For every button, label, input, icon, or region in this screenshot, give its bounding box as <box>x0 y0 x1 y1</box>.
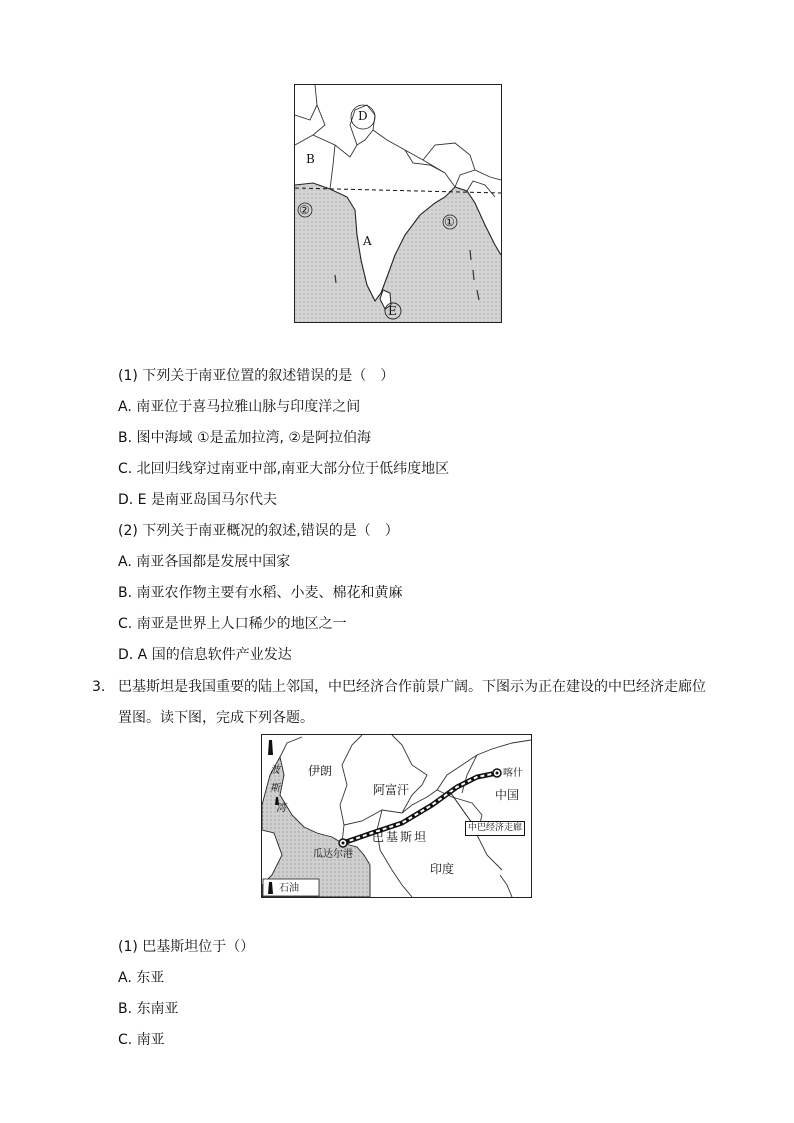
q2-option-a: A. 南亚各国都是发展中国家 <box>118 554 291 570</box>
label-sea-2: ② <box>299 203 310 217</box>
label-india: 印度 <box>430 862 455 876</box>
q1-option-b: B. 图中海域 ①是孟加拉湾, ②是阿拉伯海 <box>118 430 371 446</box>
label-pakistan: 巴基斯坦 <box>372 830 429 844</box>
q3-stem-line1: 巴基斯坦是我国重要的陆上邻国，中巴经济合作前景广阔。下图示为正在建设的中巴经济走廊位 <box>118 679 706 695</box>
label-afghanistan: 阿富汗 <box>373 783 410 797</box>
cpec-map-drawing <box>262 735 531 897</box>
oil-icon <box>268 740 273 755</box>
legend-oil-label: 石油 <box>279 883 299 894</box>
q3-sub1-stem: (1) 巴基斯坦位于（） <box>118 939 255 955</box>
label-a: A <box>363 234 372 248</box>
q3-sub1-option-c: C. 南亚 <box>118 1032 165 1048</box>
label-kashgar: 喀什 <box>503 768 523 779</box>
border-lines <box>295 85 501 197</box>
q2-stem: (2) 下列关于南亚概况的叙述,错误的是（ ） <box>118 523 399 539</box>
q2-option-c: C. 南亚是世界上人口稀少的地区之一 <box>118 616 347 632</box>
q3-sub1-option-a: A. 东亚 <box>118 970 165 986</box>
q1-option-a: A. 南亚位于喜马拉雅山脉与印度洋之间 <box>118 399 361 415</box>
q3-sub1-option-b: B. 东南亚 <box>118 1001 179 1017</box>
q1-option-c: C. 北回归线穿过南亚中部,南亚大部分位于低纬度地区 <box>118 461 450 477</box>
label-china: 中国 <box>495 788 520 802</box>
q3-stem-line2: 置图。读下图，完成下列各题。 <box>118 710 314 726</box>
label-sea-1: ① <box>444 215 455 229</box>
q3-number: 3. <box>92 679 106 695</box>
label-e: E <box>388 304 397 318</box>
sea-area <box>262 757 370 897</box>
q2-option-b: B. 南亚农作物主要有水稻、小麦、棉花和黄麻 <box>118 585 403 601</box>
label-gulf-1: 波 <box>270 765 280 776</box>
label-gulf-3: 湾 <box>276 803 286 814</box>
south-asia-map-drawing <box>295 85 501 322</box>
south-asia-map <box>294 84 502 323</box>
label-corridor: 中巴经济走廊 <box>465 821 525 836</box>
label-gulf-2: 斯 <box>270 783 280 794</box>
q1-option-d: D. E 是南亚岛国马尔代夫 <box>118 492 277 508</box>
label-gwadar: 瓜达尔港 <box>313 849 353 860</box>
q2-option-d: D. A 国的信息软件产业发达 <box>118 647 292 663</box>
label-b: B <box>306 152 315 166</box>
q1-stem: (1) 下列关于南亚位置的叙述错误的是（ ） <box>118 368 395 384</box>
label-iran: 伊朗 <box>308 764 333 778</box>
cpec-map <box>261 734 532 898</box>
label-d: D <box>358 109 368 123</box>
